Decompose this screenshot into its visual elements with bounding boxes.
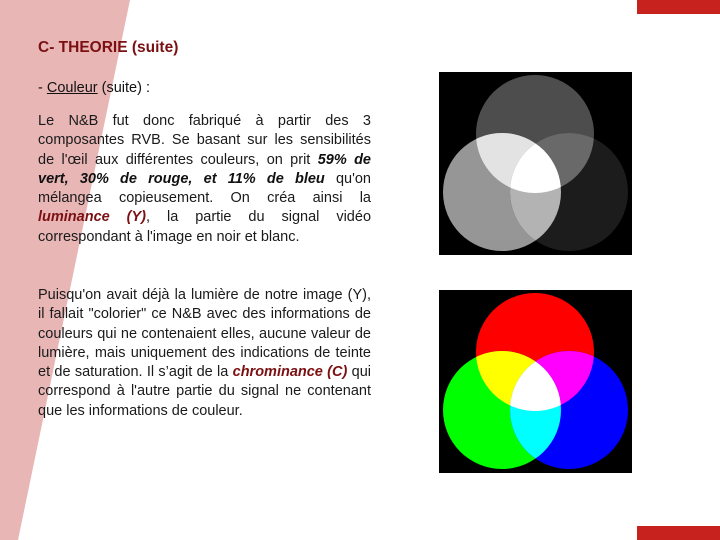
- subtitle-suffix: (suite) :: [97, 80, 151, 96]
- slide-title: C- THEORIE (suite): [38, 39, 179, 56]
- subtitle-underlined: Couleur: [46, 80, 98, 96]
- p1-text-1: Le N&B fut donc fabriqué à partir des 3 composantes RVB. Se basant sur les sensibilités de l'œil aux différentes couleurs, on prit: [38, 113, 371, 168]
- paragraph-chrominance: [38, 286, 371, 421]
- p1-luminance-term: luminance (Y): [38, 209, 146, 226]
- subtitle-prefix: -: [38, 80, 47, 96]
- p1-text-2: qu'on mélangea copieusement. On créa ainsi la: [38, 170, 371, 207]
- bottom-accent-bar: [637, 526, 720, 540]
- rgb-additive-circles-icon: [439, 290, 632, 473]
- paragraph-luminance: [38, 112, 371, 247]
- p2-text-1: Puisqu'on avait déjà la lumière de notre image (Y), il fallait "colorier" ce N&B avec des informations de couleurs qui ne contenaient elles, aucune valeur de lumière, mais uniquement des indications de teinte et de saturation. Il s’agit de la: [38, 287, 371, 381]
- p2-chrominance-term: chrominance (C): [232, 364, 348, 381]
- p1-percentages: 59% de vert, 30% de rouge, et 11% de bleu: [38, 151, 371, 187]
- p1-text-3: , la partie du signal vidéo correspondant à l'image en noir et blanc.: [38, 209, 372, 245]
- p2-text-2: qui correspond à l'autre partie du signal ne contenant que les informations de couleur.: [38, 364, 371, 419]
- top-accent-bar: [637, 0, 720, 14]
- slide-subtitle: [38, 80, 150, 96]
- grayscale-additive-circles-icon: [439, 72, 632, 255]
